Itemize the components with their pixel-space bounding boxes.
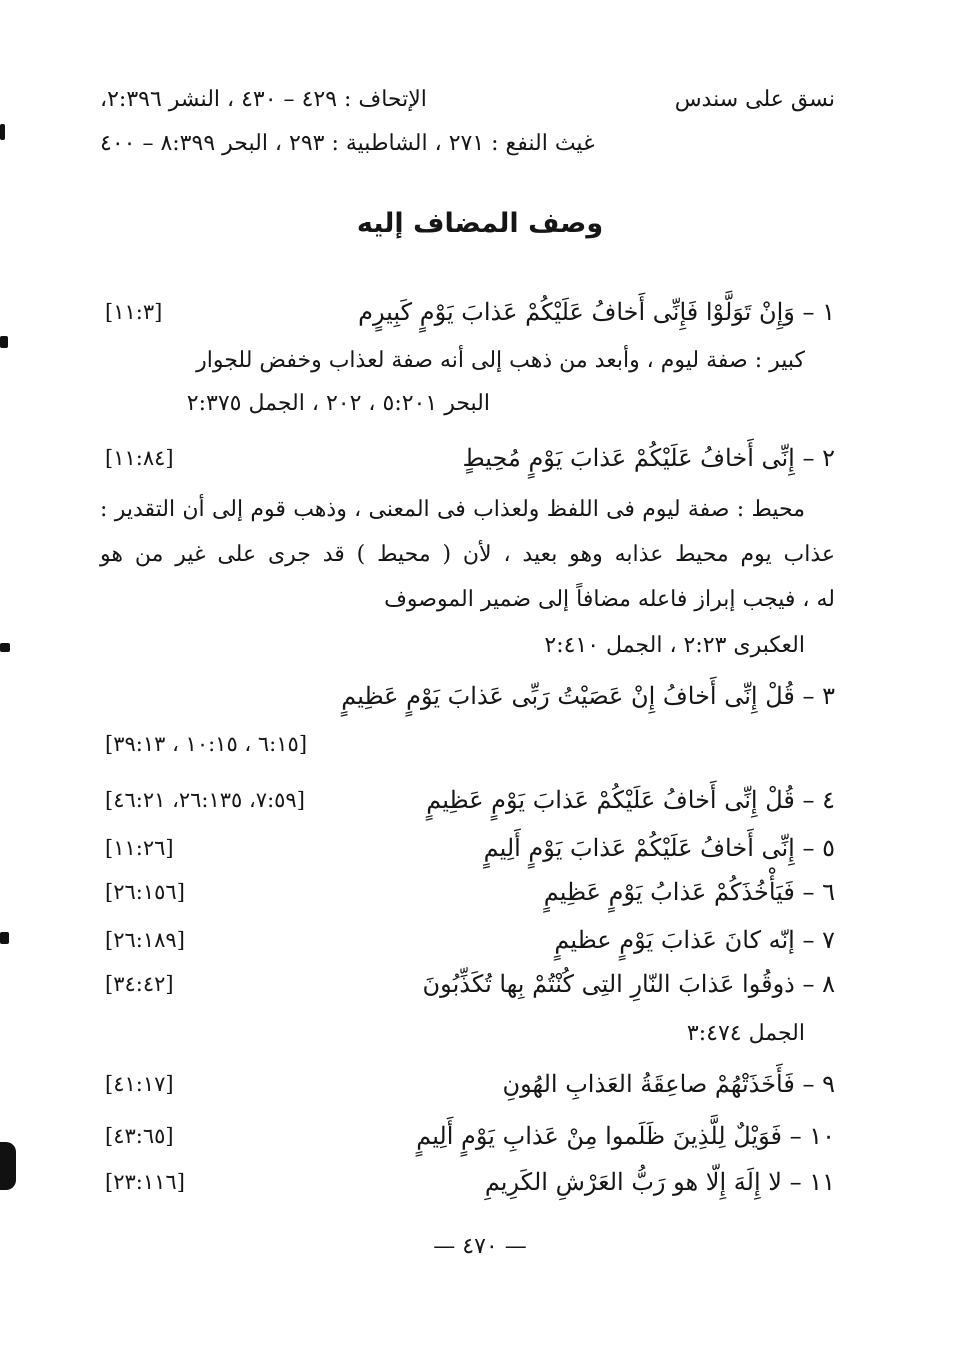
verse-text: ٤ – قُلْ إِنِّى أَخافُ عَلَيْكُمْ عَذابَ يَوْمٍ عَظِيمٍ — [426, 786, 835, 814]
header-refs-2: غيث النفع : ٢٧١ ، الشاطبية : ٢٩٣ ، البحر ٨:٣٩٩ – ٤٠٠ — [100, 131, 595, 156]
page-number: — ٤٧٠ — — [433, 1234, 527, 1259]
verse-text: ٩ – فَأَخَذَتْهُمْ صاعِقَةُ العَذابِ الهُونِ — [502, 1070, 835, 1098]
verse-text: ١١ – لا إِلَهَ إِلّا هو رَبُّ العَرْشِ الكَرِيمِ — [484, 1168, 835, 1196]
margin-mark — [0, 932, 9, 944]
note-line: البحر ٥:٢٠١ ، ٢٠٢ ، الجمل ٢:٣٧٥ — [186, 391, 490, 416]
verse-line-3 — [100, 678, 835, 714]
verse-text: ٢ – إِنِّى أَخافُ عَلَيْكُمْ عَذابَ يَوْمٍ مُحِيطٍ — [462, 444, 835, 472]
note-line: الجمل ٣:٤٧٤ — [686, 1021, 805, 1046]
verse-text: ٣ – قُلْ إِنِّى أَخافُ إِنْ عَصَيْتُ رَبِّى عَذابَ يَوْمٍ عَظِيمٍ — [341, 682, 835, 710]
verse-line-10 — [100, 1118, 835, 1154]
verse-line-8 — [100, 966, 835, 1002]
verse-line-6 — [100, 874, 835, 910]
note-line: كبير : صفة ليوم ، وأبعد من ذهب إلى أنه صفة لعذاب وخفض للجوار — [196, 348, 805, 373]
verse-line-4 — [100, 782, 835, 818]
verse-ref: [٦:١٥ ، ١٠:١٥ ، ٣٩:١٣] — [105, 732, 308, 756]
header-line-2 — [100, 126, 835, 162]
verse-ref: [١١:٣] — [105, 300, 163, 324]
verse-ref: [٧:٥٩، ٢٦:١٣٥، ٤٦:٢١] — [105, 788, 305, 812]
verse-text: ١٠ – فَوَيْلٌ لِلَّذِينَ ظَلَموا مِنْ عَذابِ يَوْمٍ أَلِيمٍ — [416, 1122, 835, 1150]
verse-line-7 — [100, 922, 835, 958]
verse-text: ٦ – فَيَأْخُذَكُمْ عَذابُ يَوْمٍ عَظِيمٍ — [543, 878, 835, 906]
verse-ref: [٢٣:١١٦] — [105, 1170, 185, 1194]
margin-mark — [0, 124, 5, 140]
margin-mark — [0, 336, 8, 348]
verse-text: ٥ – إِنِّى أَخافُ عَلَيْكُمْ عَذابَ يَوْمٍ أَلِيمٍ — [483, 834, 835, 862]
note-line: له ، فيجب إبراز فاعله مضافاً إلى ضمير الموصوف — [384, 587, 835, 612]
header-refs-1: الإتحاف : ٤٢٩ – ٤٣٠ ، النشر ٢:٣٩٦، — [100, 87, 427, 112]
verse-ref: [٢٦:١٥٦] — [105, 880, 185, 904]
verse-ref: [١١:٨٤] — [105, 446, 174, 470]
note-line: العكبرى ٢:٢٣ ، الجمل ٢:٤١٠ — [544, 633, 805, 658]
header-line-1 — [100, 82, 835, 118]
verse-text: ٧ – إنّه كانَ عَذابَ يَوْمٍ عظيمٍ — [554, 926, 835, 954]
margin-mark — [0, 643, 10, 652]
note-line: محيط : صفة ليوم فى اللفظ ولعذاب فى المعنى ، وذهب قوم إلى أن التقدير : — [100, 497, 805, 522]
verse-line-1 — [100, 294, 835, 330]
verse-ref-line-3 — [100, 726, 835, 762]
verse-line-5 — [100, 830, 835, 866]
margin-mark — [0, 1142, 16, 1190]
note-line: عذاب يوم محيط عذابه وهو بعيد ، لأن ( محيط ) قد جرى على غير من هو — [100, 542, 835, 567]
page-title: وصف المضاف إليه — [356, 208, 604, 239]
verse-ref: [٤٣:٦٥] — [105, 1124, 174, 1148]
verse-ref: [٢٦:١٨٩] — [105, 928, 185, 952]
verse-ref: [٤١:١٧] — [105, 1072, 174, 1096]
verse-ref: [٣٤:٤٢] — [105, 972, 174, 996]
verse-line-2 — [100, 440, 835, 476]
verse-text: ١ – وَإِنْ تَوَلَّوْا فَإِنِّى أَخافُ عَلَيْكُمْ عَذابَ يَوْمٍ كَبِيرٍم — [358, 298, 835, 326]
verse-text: ٨ – ذوقُوا عَذابَ النّارِ التِى كُنْتُمْ بِها تُكَذِّبُونَ — [422, 970, 835, 998]
verse-line-11 — [100, 1164, 835, 1200]
book-label: نسق على سندس — [674, 87, 835, 112]
verse-line-9 — [100, 1066, 835, 1102]
verse-ref: [١١:٢٦] — [105, 836, 174, 860]
